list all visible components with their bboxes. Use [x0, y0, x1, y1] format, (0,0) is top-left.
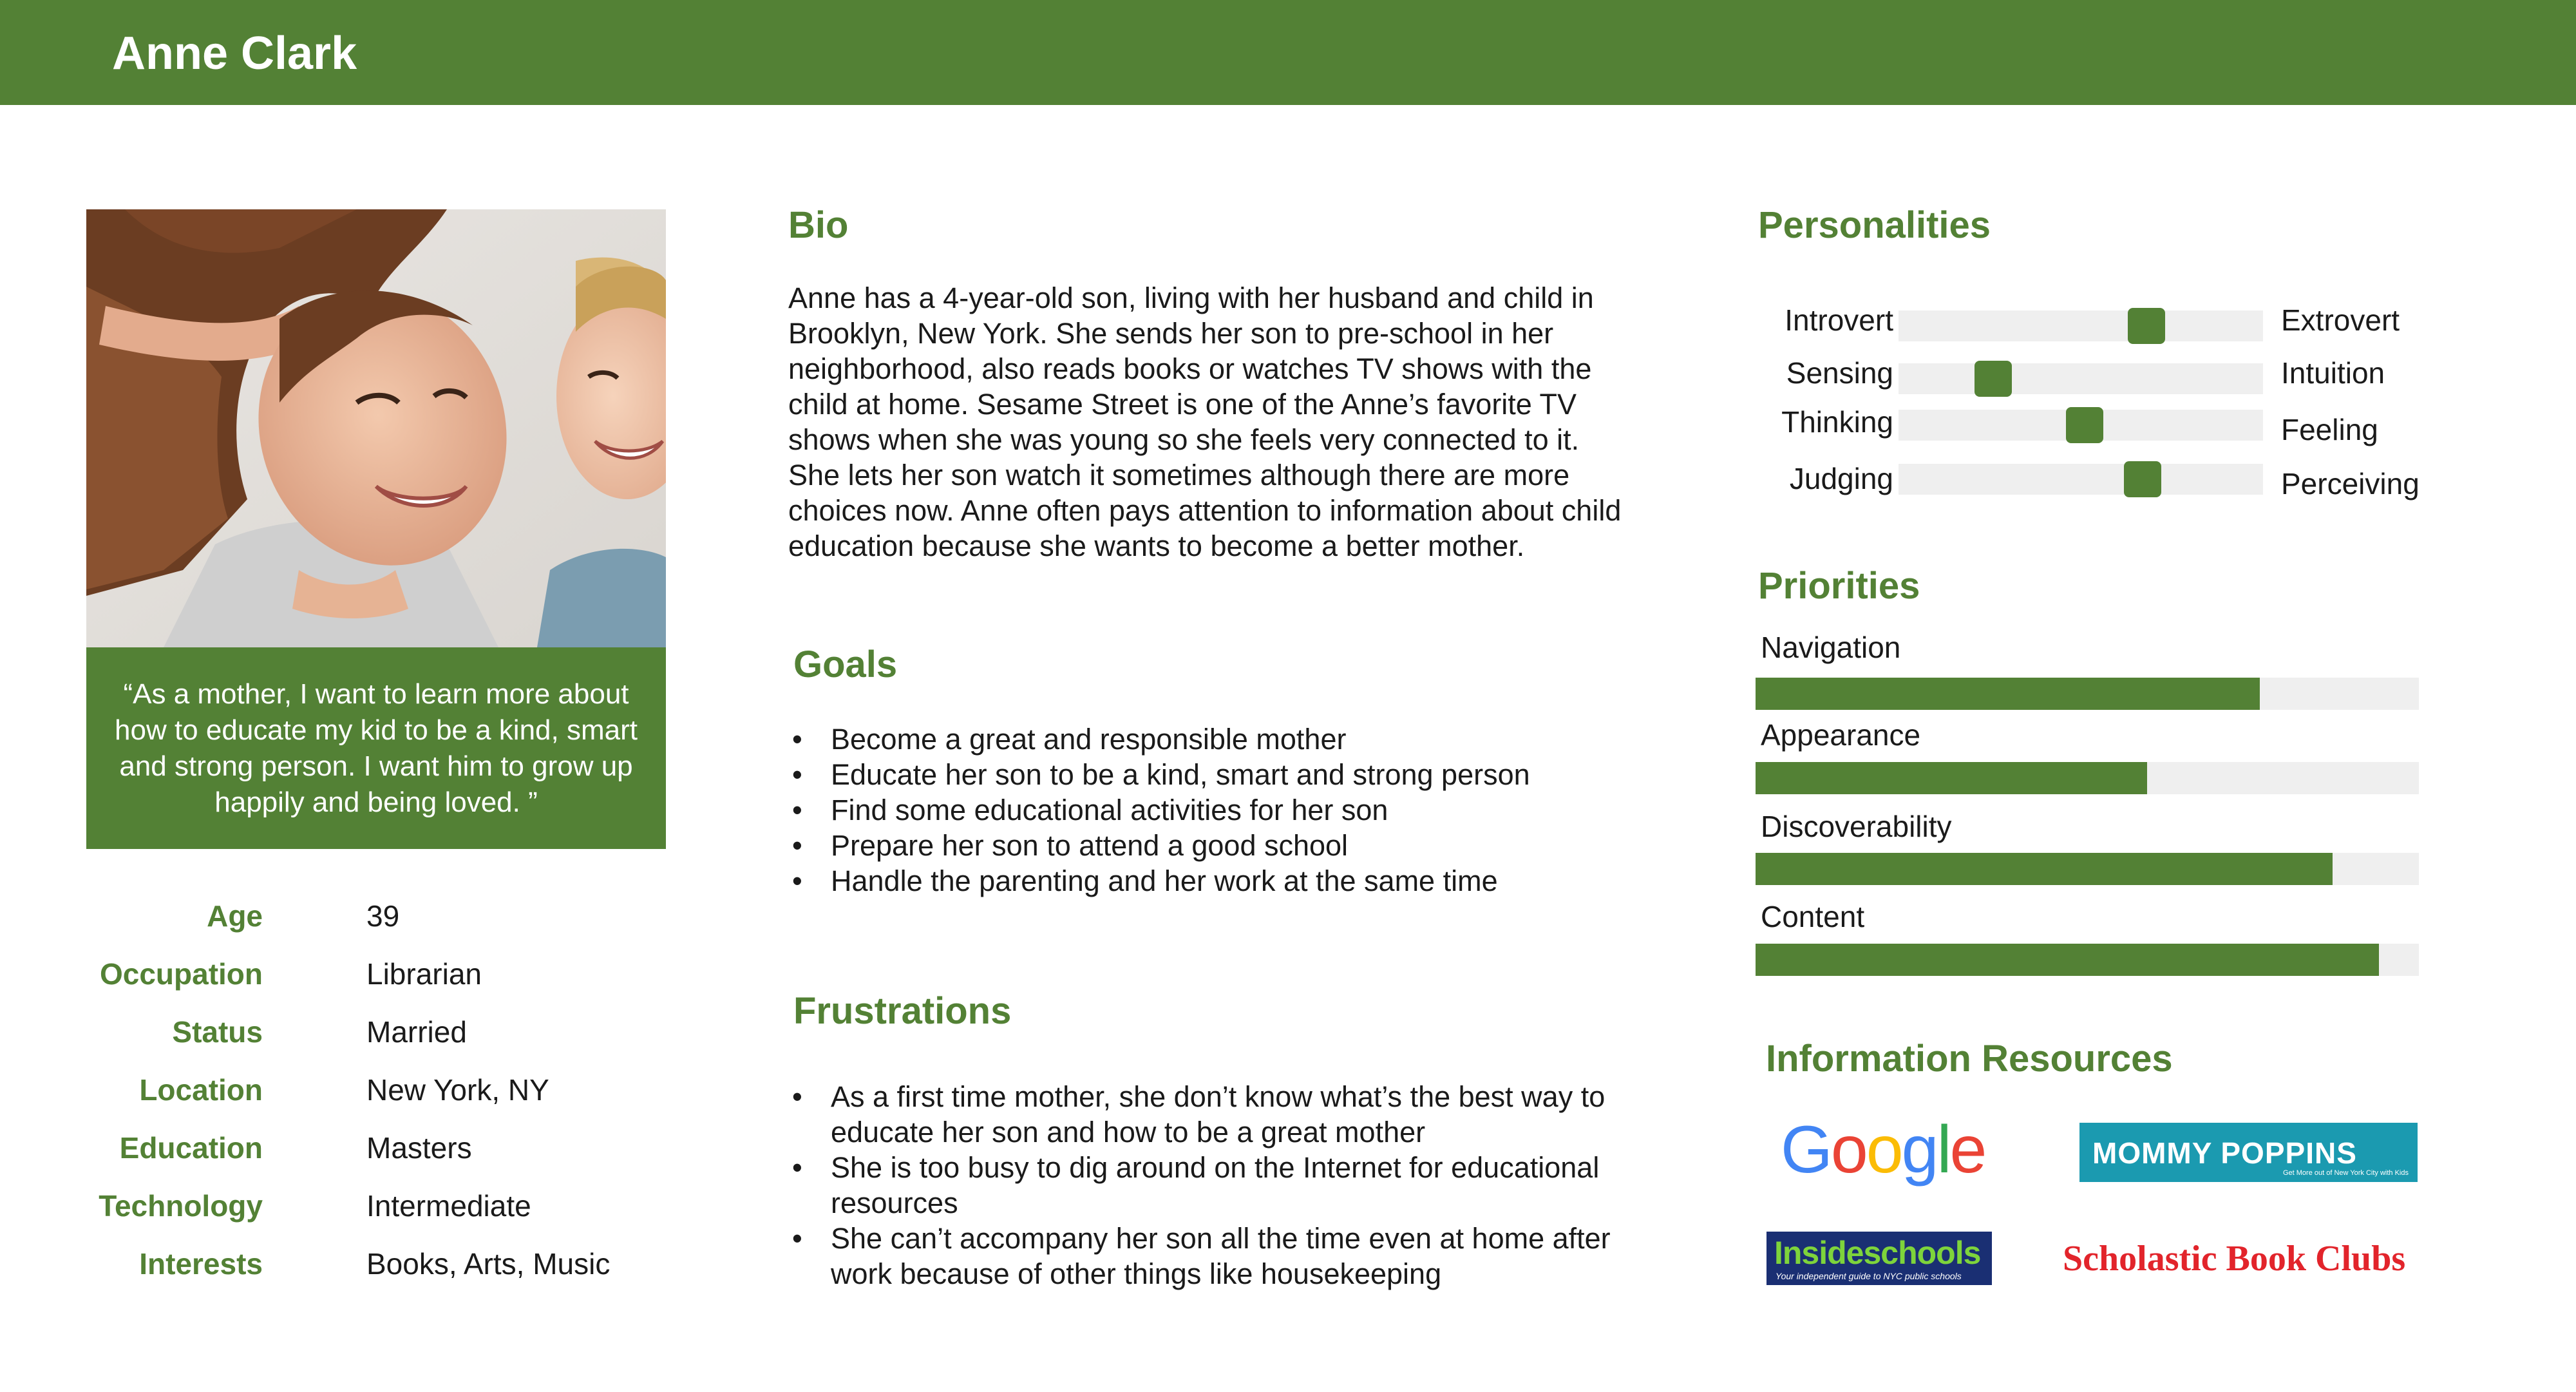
info-value: 39 — [366, 899, 400, 933]
list-item: • As a first time mother, she don’t know what’s the best way to educate her son and how to be a great mother — [790, 1079, 1646, 1150]
priority-bar-fill — [1756, 944, 2379, 976]
scale-left-label: Thinking — [1781, 405, 1893, 439]
priority-bar-track — [1756, 853, 2419, 885]
google-letter: g — [1901, 1112, 1937, 1187]
info-label: Occupation — [99, 957, 263, 991]
scale-track — [1899, 310, 2263, 341]
insideschools-wordmark: Insideschools — [1774, 1235, 1981, 1271]
google-letter: e — [1949, 1112, 1985, 1187]
bio-title: Bio — [788, 204, 849, 246]
mommy-poppins-logo[interactable] — [2079, 1123, 2418, 1182]
scale-knob — [2066, 407, 2103, 443]
priority-label: Content — [1761, 900, 1865, 933]
google-letter: G — [1781, 1112, 1831, 1187]
priority-bar-fill — [1756, 678, 2260, 710]
goals-list — [790, 721, 1627, 899]
priority-bar-fill — [1756, 762, 2147, 794]
persona-photo — [86, 209, 666, 647]
info-label: Technology — [99, 1189, 263, 1223]
list-item: • She is too busy to dig around on the Internet for educational resources — [790, 1150, 1646, 1221]
scale-left-label: Introvert — [1785, 303, 1893, 337]
google-logo[interactable] — [1781, 1114, 1985, 1185]
info-row-interests — [86, 1246, 666, 1285]
priority-bar-track — [1756, 944, 2419, 976]
mommy-poppins-wordmark: MOMMY POPPINS — [2092, 1136, 2357, 1170]
frustrations-title: Frustrations — [793, 990, 1012, 1032]
info-value: Books, Arts, Music — [366, 1247, 611, 1281]
insideschools-tagline: Your independent guide to NYC public schools — [1776, 1271, 1962, 1281]
scale-knob — [2124, 461, 2161, 497]
scale-left-label: Judging — [1789, 462, 1893, 495]
google-wordmark — [1781, 1112, 1985, 1187]
priority-label: Discoverability — [1761, 810, 1952, 843]
priority-label: Appearance — [1761, 718, 1921, 752]
info-value: Intermediate — [366, 1189, 531, 1223]
scale-left-label: Sensing — [1786, 356, 1893, 390]
list-item: • Educate her son to be a kind, smart and strong person — [790, 757, 1627, 792]
list-item: • Prepare her son to attend a good school — [790, 828, 1627, 863]
frustrations-list — [790, 1079, 1646, 1292]
list-item: • Find some educational activities for her son — [790, 792, 1627, 828]
bio-text: Anne has a 4-year-old son, living with her husband and child in Brooklyn, New York. She sends her son to pre-school in her neighborhood, also reads books or watches TV shows with the child at home. Sesame Street is one of the Anne’s favorite TV shows when she was young so she feels very connected to it. She lets her son watch it sometimes although there are more choices now. Anne often pays attention to information about child education because she wants to become a better mother. — [788, 281, 1622, 562]
scale-track — [1899, 464, 2263, 495]
info-value: Married — [366, 1015, 467, 1049]
persona-name: Anne Clark — [112, 28, 357, 79]
info-value: Masters — [366, 1131, 472, 1165]
info-value: Librarian — [366, 957, 482, 991]
resources-title: Information Resources — [1766, 1038, 2173, 1080]
scale-right-label: Perceiving — [2281, 467, 2420, 501]
personality-scale-row — [1758, 461, 2434, 500]
header-bar — [0, 0, 2576, 105]
scale-right-label: Intuition — [2281, 356, 2385, 390]
scale-track — [1899, 363, 2263, 394]
google-letter: l — [1937, 1112, 1950, 1187]
scholastic-logo[interactable]: Scholastic Book Clubs — [2063, 1239, 2406, 1279]
info-row-status — [86, 1015, 666, 1053]
list-item: • She can’t accompany her son all the time even at home after work because of other things like housekeeping — [790, 1221, 1646, 1292]
scale-knob — [1975, 361, 2012, 397]
persona-quote: “As a mother, I want to learn more about how to educate my kid to be a kind, smart and strong person. I want him to grow up happily and being loved. ” — [86, 647, 666, 849]
info-row-education — [86, 1130, 666, 1169]
insideschools-logo[interactable] — [1766, 1232, 1992, 1285]
priority-bar-track — [1756, 762, 2419, 794]
scale-knob — [2128, 308, 2165, 344]
info-row-age — [86, 899, 666, 937]
priority-bar-track — [1756, 678, 2419, 710]
info-label: Interests — [139, 1247, 263, 1281]
info-label: Status — [172, 1015, 263, 1049]
personality-scale-row — [1758, 303, 2434, 341]
info-label: Education — [119, 1131, 263, 1165]
list-item: • Become a great and responsible mother — [790, 721, 1627, 757]
goals-title: Goals — [793, 644, 898, 685]
scale-right-label: Feeling — [2281, 413, 2378, 446]
priority-bar-fill — [1756, 853, 2333, 885]
mommy-poppins-tagline: Get More out of New York City with Kids — [2282, 1169, 2409, 1177]
personality-scale-row — [1758, 405, 2434, 446]
info-label: Age — [207, 899, 263, 933]
scale-track — [1899, 410, 2263, 441]
info-row-occupation — [86, 957, 666, 995]
google-letter: o — [1866, 1112, 1902, 1187]
personalities-title: Personalities — [1758, 204, 1991, 246]
priorities-title: Priorities — [1758, 565, 1920, 607]
info-value: New York, NY — [366, 1073, 549, 1107]
info-label: Location — [139, 1073, 263, 1107]
list-item: • Handle the parenting and her work at the same time — [790, 863, 1627, 899]
info-row-technology — [86, 1188, 666, 1227]
google-letter: o — [1830, 1112, 1866, 1187]
priority-label: Navigation — [1761, 631, 1901, 664]
scale-right-label: Extrovert — [2281, 303, 2400, 337]
info-row-location — [86, 1073, 666, 1111]
personality-scale-row — [1758, 356, 2434, 394]
